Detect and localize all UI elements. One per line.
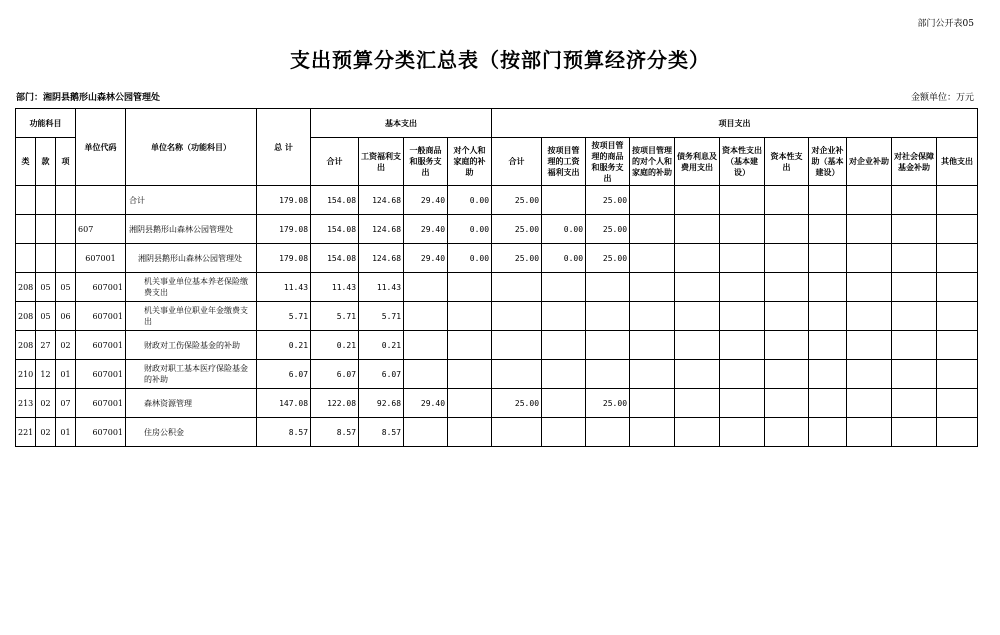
table-row bbox=[16, 244, 978, 273]
table-row bbox=[16, 418, 978, 447]
empty-cell bbox=[765, 389, 809, 418]
cell-basic-person bbox=[448, 360, 492, 389]
empty-cell bbox=[675, 331, 720, 360]
header-project-social-security: 对社会保障基金补助 bbox=[892, 138, 937, 186]
cell-basic-wage: 124.68 bbox=[359, 215, 404, 244]
header-unit-code: 单位代码 bbox=[76, 109, 126, 186]
cell-basic-total: 154.08 bbox=[311, 186, 359, 215]
cell-basic-wage: 8.57 bbox=[359, 418, 404, 447]
cell-project-total bbox=[492, 273, 542, 302]
empty-cell bbox=[630, 244, 675, 273]
cell-basic-total: 8.57 bbox=[311, 418, 359, 447]
empty-cell bbox=[892, 186, 937, 215]
empty-cell bbox=[892, 215, 937, 244]
empty-cell bbox=[675, 244, 720, 273]
cell-project-wage bbox=[542, 331, 586, 360]
cell-xiang bbox=[56, 186, 76, 215]
empty-cell bbox=[720, 186, 765, 215]
empty-cell bbox=[847, 244, 892, 273]
empty-cell bbox=[765, 331, 809, 360]
cell-project-wage bbox=[542, 360, 586, 389]
header-project-goods: 按项目管理的商品和服务支出 bbox=[586, 138, 630, 186]
cell-lei: 208 bbox=[16, 331, 36, 360]
empty-cell bbox=[720, 331, 765, 360]
cell-total: 5.71 bbox=[257, 302, 311, 331]
header-basic-wage: 工资福利支出 bbox=[359, 138, 404, 186]
header-project-enterprise: 对企业补助 bbox=[847, 138, 892, 186]
empty-cell bbox=[847, 418, 892, 447]
cell-lei: 210 bbox=[16, 360, 36, 389]
cell-kuan: 12 bbox=[36, 360, 56, 389]
cell-project-wage bbox=[542, 302, 586, 331]
empty-cell bbox=[630, 273, 675, 302]
cell-lei bbox=[16, 244, 36, 273]
empty-cell bbox=[937, 302, 978, 331]
cell-lei bbox=[16, 186, 36, 215]
cell-basic-person bbox=[448, 273, 492, 302]
cell-lei: 213 bbox=[16, 389, 36, 418]
cell-project-total: 25.00 bbox=[492, 244, 542, 273]
empty-cell bbox=[809, 418, 847, 447]
empty-cell bbox=[765, 302, 809, 331]
empty-cell bbox=[892, 418, 937, 447]
empty-cell bbox=[630, 389, 675, 418]
empty-cell bbox=[847, 302, 892, 331]
header-project-total: 合计 bbox=[492, 138, 542, 186]
cell-project-wage bbox=[542, 389, 586, 418]
empty-cell bbox=[765, 215, 809, 244]
header-project-capital-construction: 资本性支出（基本建设） bbox=[720, 138, 765, 186]
empty-cell bbox=[630, 331, 675, 360]
cell-project-total: 25.00 bbox=[492, 186, 542, 215]
cell-project-wage: 0.00 bbox=[542, 244, 586, 273]
cell-xiang: 05 bbox=[56, 273, 76, 302]
cell-total: 8.57 bbox=[257, 418, 311, 447]
cell-xiang: 06 bbox=[56, 302, 76, 331]
cell-basic-goods: 29.40 bbox=[404, 215, 448, 244]
empty-cell bbox=[937, 360, 978, 389]
cell-project-wage bbox=[542, 186, 586, 215]
cell-project-goods bbox=[586, 418, 630, 447]
cell-project-goods: 25.00 bbox=[586, 186, 630, 215]
cell-lei bbox=[16, 215, 36, 244]
empty-cell bbox=[892, 273, 937, 302]
empty-cell bbox=[720, 215, 765, 244]
cell-basic-wage: 124.68 bbox=[359, 244, 404, 273]
header-basic: 基本支出 bbox=[311, 109, 492, 138]
cell-kuan bbox=[36, 186, 56, 215]
empty-cell bbox=[847, 215, 892, 244]
cell-kuan: 02 bbox=[36, 389, 56, 418]
cell-basic-goods bbox=[404, 360, 448, 389]
empty-cell bbox=[847, 360, 892, 389]
empty-cell bbox=[765, 273, 809, 302]
cell-basic-total: 11.43 bbox=[311, 273, 359, 302]
budget-table bbox=[15, 108, 978, 447]
cell-unit-name: 财政对工伤保险基金的补助 bbox=[126, 331, 257, 360]
header-func-subject: 功能科目 bbox=[16, 109, 76, 138]
cell-total: 179.08 bbox=[257, 186, 311, 215]
cell-kuan: 05 bbox=[36, 273, 56, 302]
empty-cell bbox=[892, 360, 937, 389]
empty-cell bbox=[675, 186, 720, 215]
cell-basic-total: 5.71 bbox=[311, 302, 359, 331]
cell-basic-goods bbox=[404, 302, 448, 331]
cell-project-goods bbox=[586, 273, 630, 302]
cell-unit-code: 607001 bbox=[76, 302, 126, 331]
empty-cell bbox=[809, 331, 847, 360]
empty-cell bbox=[720, 360, 765, 389]
cell-total: 0.21 bbox=[257, 331, 311, 360]
header-xiang: 项 bbox=[56, 138, 76, 186]
cell-project-total bbox=[492, 331, 542, 360]
cell-lei: 221 bbox=[16, 418, 36, 447]
cell-project-goods bbox=[586, 302, 630, 331]
empty-cell bbox=[720, 418, 765, 447]
header-project-enterprise-construction: 对企业补助（基本建设） bbox=[809, 138, 847, 186]
table-row bbox=[16, 389, 978, 418]
cell-basic-goods: 29.40 bbox=[404, 389, 448, 418]
empty-cell bbox=[892, 244, 937, 273]
cell-kuan bbox=[36, 244, 56, 273]
cell-basic-goods bbox=[404, 418, 448, 447]
cell-project-goods: 25.00 bbox=[586, 244, 630, 273]
empty-cell bbox=[847, 273, 892, 302]
cell-basic-total: 154.08 bbox=[311, 244, 359, 273]
table-row bbox=[16, 186, 978, 215]
cell-kuan bbox=[36, 215, 56, 244]
cell-basic-person bbox=[448, 418, 492, 447]
empty-cell bbox=[720, 302, 765, 331]
cell-basic-person: 0.00 bbox=[448, 215, 492, 244]
empty-cell bbox=[809, 244, 847, 273]
cell-basic-total: 122.08 bbox=[311, 389, 359, 418]
empty-cell bbox=[809, 389, 847, 418]
empty-cell bbox=[765, 244, 809, 273]
header-project-debt: 债务利息及费用支出 bbox=[675, 138, 720, 186]
cell-project-total: 25.00 bbox=[492, 389, 542, 418]
empty-cell bbox=[847, 389, 892, 418]
table-row bbox=[16, 273, 978, 302]
empty-cell bbox=[809, 302, 847, 331]
cell-project-goods: 25.00 bbox=[586, 215, 630, 244]
cell-basic-person bbox=[448, 389, 492, 418]
header-project-capital: 资本性支出 bbox=[765, 138, 809, 186]
cell-unit-code: 607001 bbox=[76, 360, 126, 389]
cell-unit-code bbox=[76, 186, 126, 215]
cell-kuan: 05 bbox=[36, 302, 56, 331]
cell-basic-wage: 6.07 bbox=[359, 360, 404, 389]
cell-xiang: 07 bbox=[56, 389, 76, 418]
header-project: 项目支出 bbox=[492, 109, 978, 138]
header-project-wage: 按项目管理的工资福利支出 bbox=[542, 138, 586, 186]
cell-unit-name: 湘阴县鹅形山森林公园管理处 bbox=[126, 244, 257, 273]
cell-xiang: 02 bbox=[56, 331, 76, 360]
empty-cell bbox=[675, 418, 720, 447]
cell-unit-code: 607001 bbox=[76, 418, 126, 447]
cell-unit-name: 湘阴县鹅形山森林公园管理处 bbox=[126, 215, 257, 244]
cell-total: 179.08 bbox=[257, 215, 311, 244]
empty-cell bbox=[630, 418, 675, 447]
cell-total: 179.08 bbox=[257, 244, 311, 273]
empty-cell bbox=[937, 273, 978, 302]
header-total: 总 计 bbox=[257, 109, 311, 186]
cell-lei: 208 bbox=[16, 273, 36, 302]
cell-xiang bbox=[56, 244, 76, 273]
cell-unit-name: 住房公积金 bbox=[126, 418, 257, 447]
cell-project-wage bbox=[542, 273, 586, 302]
cell-total: 11.43 bbox=[257, 273, 311, 302]
cell-basic-total: 0.21 bbox=[311, 331, 359, 360]
empty-cell bbox=[847, 331, 892, 360]
cell-unit-name: 机关事业单位职业年金缴费支出 bbox=[126, 302, 257, 331]
empty-cell bbox=[720, 244, 765, 273]
cell-unit-code: 607001 bbox=[76, 273, 126, 302]
cell-project-goods bbox=[586, 360, 630, 389]
cell-project-goods bbox=[586, 331, 630, 360]
cell-unit-name: 合计 bbox=[126, 186, 257, 215]
empty-cell bbox=[630, 360, 675, 389]
cell-kuan: 27 bbox=[36, 331, 56, 360]
cell-project-total bbox=[492, 360, 542, 389]
cell-basic-person: 0.00 bbox=[448, 244, 492, 273]
empty-cell bbox=[937, 244, 978, 273]
cell-basic-goods bbox=[404, 331, 448, 360]
cell-project-total bbox=[492, 418, 542, 447]
cell-unit-code: 607001 bbox=[76, 331, 126, 360]
cell-basic-person bbox=[448, 302, 492, 331]
header-kuan: 款 bbox=[36, 138, 56, 186]
cell-unit-name: 森林资源管理 bbox=[126, 389, 257, 418]
header-basic-total: 合计 bbox=[311, 138, 359, 186]
cell-unit-code: 607001 bbox=[76, 389, 126, 418]
empty-cell bbox=[630, 186, 675, 215]
cell-basic-wage: 5.71 bbox=[359, 302, 404, 331]
cell-unit-name: 财政对职工基本医疗保险基金的补助 bbox=[126, 360, 257, 389]
empty-cell bbox=[937, 186, 978, 215]
empty-cell bbox=[847, 186, 892, 215]
cell-project-total bbox=[492, 302, 542, 331]
header-lei: 类 bbox=[16, 138, 36, 186]
empty-cell bbox=[809, 360, 847, 389]
empty-cell bbox=[765, 418, 809, 447]
empty-cell bbox=[937, 418, 978, 447]
cell-basic-total: 154.08 bbox=[311, 215, 359, 244]
empty-cell bbox=[765, 360, 809, 389]
table-row bbox=[16, 215, 978, 244]
header-basic-goods: 一般商品和服务支出 bbox=[404, 138, 448, 186]
cell-xiang: 01 bbox=[56, 418, 76, 447]
header-project-person: 按项目管理的对个人和家庭的补助 bbox=[630, 138, 675, 186]
cell-project-total: 25.00 bbox=[492, 215, 542, 244]
cell-unit-code: 607 bbox=[76, 215, 126, 244]
empty-cell bbox=[937, 331, 978, 360]
empty-cell bbox=[809, 215, 847, 244]
cell-xiang: 01 bbox=[56, 360, 76, 389]
empty-cell bbox=[892, 389, 937, 418]
table-row bbox=[16, 331, 978, 360]
doc-tag: 部门公开表05 bbox=[917, 19, 974, 29]
empty-cell bbox=[765, 186, 809, 215]
cell-total: 147.08 bbox=[257, 389, 311, 418]
empty-cell bbox=[720, 273, 765, 302]
department-label: 部门：湘阴县鹅形山森林公园管理处 bbox=[16, 93, 161, 103]
table-row bbox=[16, 302, 978, 331]
cell-basic-goods: 29.40 bbox=[404, 244, 448, 273]
cell-unit-name: 机关事业单位基本养老保险缴费支出 bbox=[126, 273, 257, 302]
cell-project-goods: 25.00 bbox=[586, 389, 630, 418]
empty-cell bbox=[675, 302, 720, 331]
empty-cell bbox=[892, 302, 937, 331]
page-title: 支出预算分类汇总表（按部门预算经济分类） bbox=[290, 48, 710, 72]
cell-basic-wage: 124.68 bbox=[359, 186, 404, 215]
header-project-other: 其他支出 bbox=[937, 138, 978, 186]
unit-label: 金额单位：万元 bbox=[910, 93, 974, 103]
empty-cell bbox=[675, 273, 720, 302]
empty-cell bbox=[809, 186, 847, 215]
header-unit-name: 单位名称（功能科目） bbox=[126, 109, 257, 186]
cell-basic-person bbox=[448, 331, 492, 360]
empty-cell bbox=[630, 302, 675, 331]
empty-cell bbox=[937, 389, 978, 418]
cell-basic-wage: 11.43 bbox=[359, 273, 404, 302]
cell-project-wage: 0.00 bbox=[542, 215, 586, 244]
cell-basic-wage: 92.68 bbox=[359, 389, 404, 418]
empty-cell bbox=[720, 389, 765, 418]
cell-basic-person: 0.00 bbox=[448, 186, 492, 215]
empty-cell bbox=[809, 273, 847, 302]
cell-total: 6.07 bbox=[257, 360, 311, 389]
cell-unit-code: 607001 bbox=[76, 244, 126, 273]
empty-cell bbox=[630, 215, 675, 244]
cell-xiang bbox=[56, 215, 76, 244]
cell-basic-total: 6.07 bbox=[311, 360, 359, 389]
empty-cell bbox=[937, 215, 978, 244]
cell-basic-goods bbox=[404, 273, 448, 302]
cell-project-wage bbox=[542, 418, 586, 447]
cell-basic-wage: 0.21 bbox=[359, 331, 404, 360]
cell-basic-goods: 29.40 bbox=[404, 186, 448, 215]
table-row bbox=[16, 360, 978, 389]
empty-cell bbox=[675, 389, 720, 418]
empty-cell bbox=[675, 215, 720, 244]
empty-cell bbox=[892, 331, 937, 360]
empty-cell bbox=[675, 360, 720, 389]
cell-kuan: 02 bbox=[36, 418, 56, 447]
header-basic-person: 对个人和家庭的补助 bbox=[448, 138, 492, 186]
cell-lei: 208 bbox=[16, 302, 36, 331]
